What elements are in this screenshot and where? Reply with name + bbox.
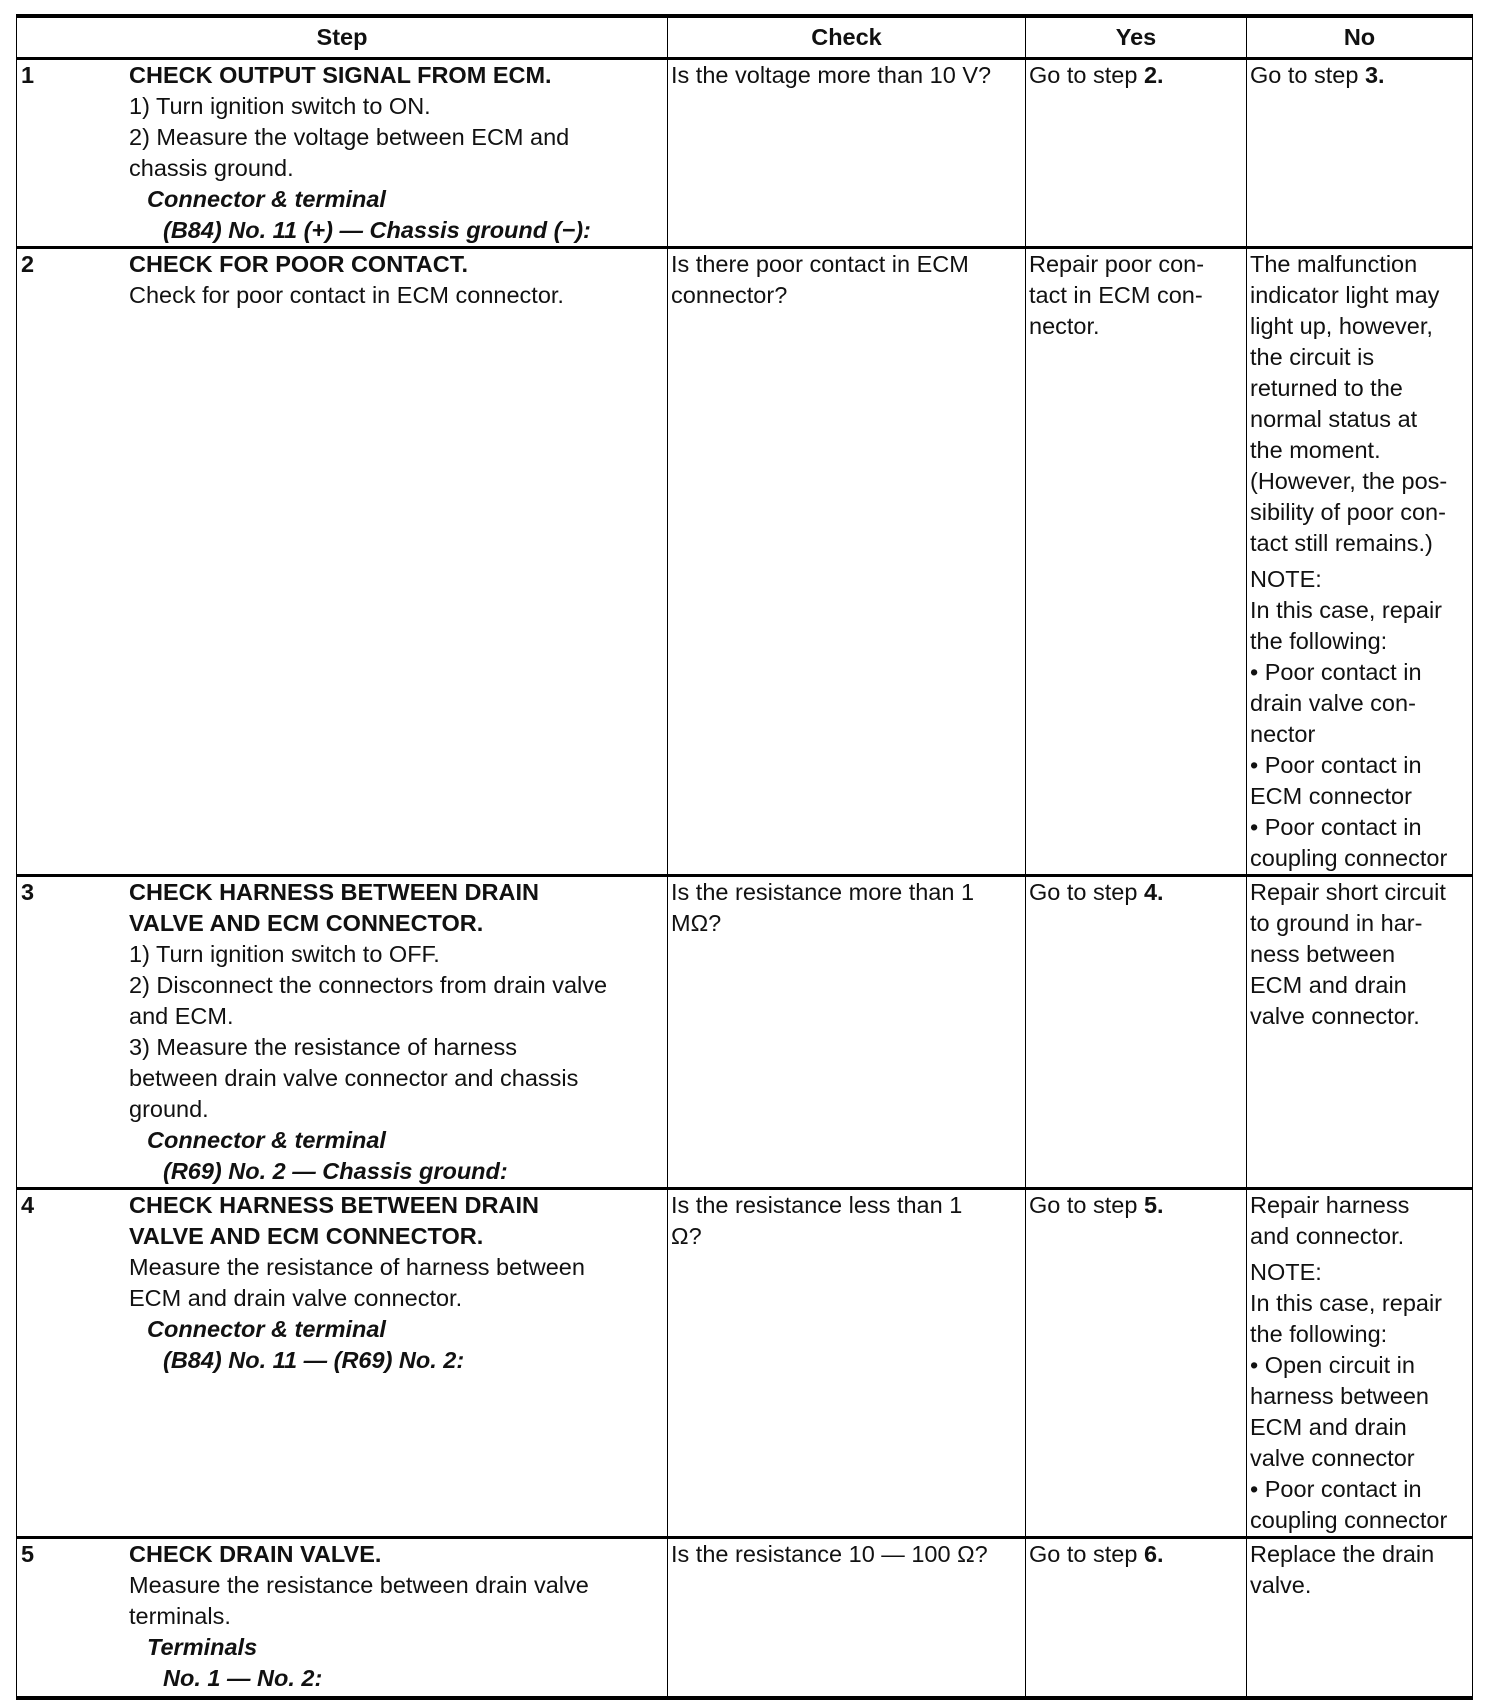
- text-segment: VALVE AND ECM CONNECTOR.: [129, 910, 484, 936]
- text-segment: Terminals: [147, 1634, 258, 1660]
- text-segment: valve connector: [1250, 1445, 1415, 1471]
- text-segment: Go to step: [1029, 1192, 1144, 1218]
- text-segment: ground.: [129, 1096, 209, 1122]
- no-cell: [1247, 248, 1473, 876]
- text-segment: (B84) No. 11 (+) — Chassis ground (−):: [163, 217, 591, 243]
- text-line: [1250, 1381, 1469, 1412]
- text-segment: Is the resistance more than 1: [671, 879, 975, 905]
- text-segment: chassis ground.: [129, 155, 294, 181]
- text-segment: • Poor contact in: [1250, 1476, 1422, 1502]
- text-line: [129, 877, 664, 908]
- text-segment: tact still remains.): [1250, 530, 1433, 556]
- text-line: [129, 939, 664, 970]
- text-line: [1250, 1319, 1469, 1350]
- text-line: [1250, 435, 1469, 466]
- text-segment: 5.: [1143, 1192, 1164, 1218]
- text-segment: (However, the pos-: [1250, 468, 1448, 494]
- text-line: [129, 1539, 664, 1570]
- text-line: [1250, 939, 1469, 970]
- text-line: [1250, 657, 1469, 688]
- text-segment: sibility of poor con-: [1250, 499, 1446, 525]
- text-line: [129, 1601, 664, 1632]
- text-segment: ness between: [1250, 941, 1396, 967]
- text-line: [129, 1345, 664, 1376]
- no-cell: [1247, 876, 1473, 1189]
- no-cell: [1247, 59, 1473, 248]
- header-step: Step: [17, 16, 668, 59]
- step-cell: [17, 248, 668, 876]
- text-segment: coupling connector: [1250, 1507, 1448, 1533]
- text-line: [1250, 843, 1469, 874]
- text-segment: the circuit is: [1250, 344, 1375, 370]
- text-segment: Replace the drain: [1250, 1541, 1435, 1567]
- text-line: [129, 1063, 664, 1094]
- diagnostic-procedure-table: [16, 14, 1473, 1700]
- text-segment: CHECK DRAIN VALVE.: [129, 1541, 382, 1567]
- step-cell: [17, 1189, 668, 1538]
- yes-cell: [1026, 876, 1247, 1189]
- table-row: [17, 1189, 1473, 1538]
- no-cell: [1247, 1189, 1473, 1538]
- text-line: [671, 877, 1022, 908]
- text-segment: nector: [1250, 721, 1316, 747]
- text-line: [129, 1125, 664, 1156]
- text-line: [129, 970, 664, 1001]
- table-row: [17, 1538, 1473, 1698]
- text-segment: Go to step: [1250, 62, 1365, 88]
- text-line: [129, 1221, 664, 1252]
- text-line: [1250, 528, 1469, 559]
- text-line: [129, 1663, 664, 1694]
- text-line: [1250, 626, 1469, 657]
- text-line: [1250, 1474, 1469, 1505]
- text-line: [1250, 1190, 1469, 1221]
- step-number: 2: [21, 251, 35, 277]
- text-line: [1250, 750, 1469, 781]
- text-segment: the following:: [1250, 1321, 1388, 1347]
- text-line: [1250, 342, 1469, 373]
- text-line: [1250, 1539, 1469, 1570]
- text-line: [1250, 1001, 1469, 1032]
- yes-cell: [1026, 1189, 1247, 1538]
- check-cell: [668, 876, 1026, 1189]
- text-segment: Connector & terminal: [147, 186, 386, 212]
- text-segment: 2) Measure the voltage between ECM and: [129, 124, 570, 150]
- text-line: [1250, 970, 1469, 1001]
- text-segment: 4.: [1143, 879, 1164, 905]
- text-line: [129, 908, 664, 939]
- table-row: [17, 248, 1473, 876]
- text-segment: indicator light may: [1250, 282, 1440, 308]
- text-segment: CHECK OUTPUT SIGNAL FROM ECM.: [129, 62, 552, 88]
- text-line: [129, 60, 664, 91]
- text-segment: ECM and drain: [1250, 1414, 1407, 1440]
- text-segment: CHECK HARNESS BETWEEN DRAIN: [129, 1192, 539, 1218]
- text-segment: and ECM.: [129, 1003, 234, 1029]
- text-segment: • Poor contact in: [1250, 659, 1422, 685]
- text-segment: returned to the: [1250, 375, 1403, 401]
- text-line: [129, 1094, 664, 1125]
- text-segment: Connector & terminal: [147, 1316, 386, 1342]
- text-segment: No. 1 — No. 2:: [163, 1665, 323, 1691]
- text-segment: Repair short circuit: [1250, 879, 1446, 905]
- text-line: [1250, 497, 1469, 528]
- text-segment: to ground in har-: [1250, 910, 1423, 936]
- yes-cell: [1026, 1538, 1247, 1698]
- text-line: [1029, 280, 1243, 311]
- text-segment: normal status at: [1250, 406, 1418, 432]
- text-line: [1250, 564, 1469, 595]
- text-segment: ECM connector: [1250, 783, 1412, 809]
- step-cell: [17, 1538, 668, 1698]
- text-line: [129, 1252, 664, 1283]
- step-number: 4: [21, 1192, 35, 1218]
- text-line: [1250, 311, 1469, 342]
- text-line: [129, 184, 664, 215]
- yes-cell: [1026, 59, 1247, 248]
- text-line: [1250, 1505, 1469, 1536]
- yes-cell: [1026, 248, 1247, 876]
- text-line: [129, 1314, 664, 1345]
- text-segment: Connector & terminal: [147, 1127, 386, 1153]
- step-number: 3: [21, 879, 35, 905]
- text-segment: connector?: [671, 282, 788, 308]
- header-no: No: [1247, 16, 1473, 59]
- text-line: [1250, 404, 1469, 435]
- text-line: [1250, 249, 1469, 280]
- text-segment: Check for poor contact in ECM connector.: [129, 282, 564, 308]
- text-segment: Go to step: [1029, 1541, 1144, 1567]
- text-line: [1250, 280, 1469, 311]
- text-segment: tact in ECM con-: [1029, 282, 1203, 308]
- text-segment: the moment.: [1250, 437, 1381, 463]
- check-cell: [668, 248, 1026, 876]
- text-segment: NOTE:: [1250, 566, 1322, 592]
- text-segment: In this case, repair: [1250, 1290, 1443, 1316]
- text-segment: 2.: [1143, 62, 1164, 88]
- text-segment: nector.: [1029, 313, 1100, 339]
- text-line: [1029, 1190, 1243, 1221]
- text-segment: Measure the resistance of harness between: [129, 1254, 585, 1280]
- text-line: [671, 280, 1022, 311]
- text-line: [1029, 1539, 1243, 1570]
- text-segment: • Poor contact in: [1250, 814, 1422, 840]
- table-row: [17, 876, 1473, 1189]
- text-segment: The malfunction: [1250, 251, 1418, 277]
- text-line: [1250, 1412, 1469, 1443]
- text-line: [1250, 688, 1469, 719]
- text-segment: drain valve con-: [1250, 690, 1416, 716]
- text-line: [1250, 1221, 1469, 1252]
- text-segment: ECM and drain valve connector.: [129, 1285, 463, 1311]
- text-line: [129, 1156, 664, 1187]
- text-segment: 3.: [1364, 62, 1385, 88]
- text-segment: Is the resistance less than 1: [671, 1192, 963, 1218]
- text-segment: light up, however,: [1250, 313, 1433, 339]
- text-segment: 6.: [1143, 1541, 1164, 1567]
- text-line: [1250, 466, 1469, 497]
- step-cell: [17, 876, 668, 1189]
- text-line: [671, 249, 1022, 280]
- text-segment: valve.: [1250, 1572, 1312, 1598]
- text-segment: terminals.: [129, 1603, 231, 1629]
- text-line: [129, 1632, 664, 1663]
- text-segment: 3) Measure the resistance of harness: [129, 1034, 517, 1060]
- text-segment: and connector.: [1250, 1223, 1405, 1249]
- text-segment: valve connector.: [1250, 1003, 1420, 1029]
- text-line: [129, 122, 664, 153]
- text-line: [671, 1539, 1022, 1570]
- step-number: 1: [21, 62, 35, 88]
- text-line: [1250, 1350, 1469, 1381]
- table-row: [17, 59, 1473, 248]
- text-line: [129, 1283, 664, 1314]
- text-segment: NOTE:: [1250, 1259, 1322, 1285]
- text-line: [129, 1032, 664, 1063]
- text-segment: In this case, repair: [1250, 597, 1443, 623]
- text-segment: (R69) No. 2 — Chassis ground:: [163, 1158, 508, 1184]
- text-segment: Is the voltage more than 10 V?: [671, 62, 992, 88]
- text-line: [129, 1001, 664, 1032]
- text-segment: 2) Disconnect the connectors from drain valve: [129, 972, 608, 998]
- text-segment: harness between: [1250, 1383, 1429, 1409]
- text-segment: Is there poor contact in ECM: [671, 251, 969, 277]
- header-check: Check: [668, 16, 1026, 59]
- text-line: [1029, 60, 1243, 91]
- text-segment: Repair poor con-: [1029, 251, 1205, 277]
- text-line: [1250, 1288, 1469, 1319]
- text-line: [1250, 373, 1469, 404]
- text-segment: 1) Turn ignition switch to OFF.: [129, 941, 440, 967]
- text-segment: VALVE AND ECM CONNECTOR.: [129, 1223, 484, 1249]
- no-cell: [1247, 1538, 1473, 1698]
- text-segment: Go to step: [1029, 62, 1144, 88]
- text-segment: Repair harness: [1250, 1192, 1410, 1218]
- text-segment: CHECK FOR POOR CONTACT.: [129, 251, 469, 277]
- text-line: [1250, 877, 1469, 908]
- text-segment: CHECK HARNESS BETWEEN DRAIN: [129, 879, 539, 905]
- text-line: [1250, 1570, 1469, 1601]
- check-cell: [668, 1189, 1026, 1538]
- text-segment: ECM and drain: [1250, 972, 1407, 998]
- text-line: [1250, 781, 1469, 812]
- text-segment: Ω?: [671, 1223, 702, 1249]
- step-number: 5: [21, 1541, 35, 1567]
- text-line: [129, 1190, 664, 1221]
- text-line: [129, 1570, 664, 1601]
- text-line: [1250, 719, 1469, 750]
- table-header-row: [17, 16, 1473, 59]
- text-segment: Measure the resistance between drain valve: [129, 1572, 589, 1598]
- text-line: [129, 280, 664, 311]
- text-line: [129, 215, 664, 246]
- text-segment: coupling connector: [1250, 845, 1448, 871]
- text-line: [1029, 877, 1243, 908]
- text-line: [671, 60, 1022, 91]
- text-segment: • Open circuit in: [1250, 1352, 1415, 1378]
- text-segment: 1) Turn ignition switch to ON.: [129, 93, 431, 119]
- text-segment: (B84) No. 11 — (R69) No. 2:: [163, 1347, 465, 1373]
- text-line: [1250, 812, 1469, 843]
- text-segment: • Poor contact in: [1250, 752, 1422, 778]
- text-line: [671, 1221, 1022, 1252]
- table-body: [17, 59, 1473, 1698]
- check-cell: [668, 1538, 1026, 1698]
- text-segment: between drain valve connector and chassis: [129, 1065, 579, 1091]
- text-line: [1250, 595, 1469, 626]
- header-yes: Yes: [1026, 16, 1247, 59]
- text-line: [129, 153, 664, 184]
- text-line: [1250, 1443, 1469, 1474]
- text-line: [129, 91, 664, 122]
- text-segment: Go to step: [1029, 879, 1144, 905]
- text-segment: Is the resistance 10 — 100 Ω?: [671, 1541, 988, 1567]
- text-line: [1250, 60, 1469, 91]
- text-line: [1250, 908, 1469, 939]
- check-cell: [668, 59, 1026, 248]
- text-line: [1029, 311, 1243, 342]
- step-cell: [17, 59, 668, 248]
- text-line: [129, 249, 664, 280]
- text-line: [671, 1190, 1022, 1221]
- text-line: [1029, 249, 1243, 280]
- text-segment: the following:: [1250, 628, 1388, 654]
- text-line: [1250, 1257, 1469, 1288]
- text-line: [671, 908, 1022, 939]
- text-segment: MΩ?: [671, 910, 722, 936]
